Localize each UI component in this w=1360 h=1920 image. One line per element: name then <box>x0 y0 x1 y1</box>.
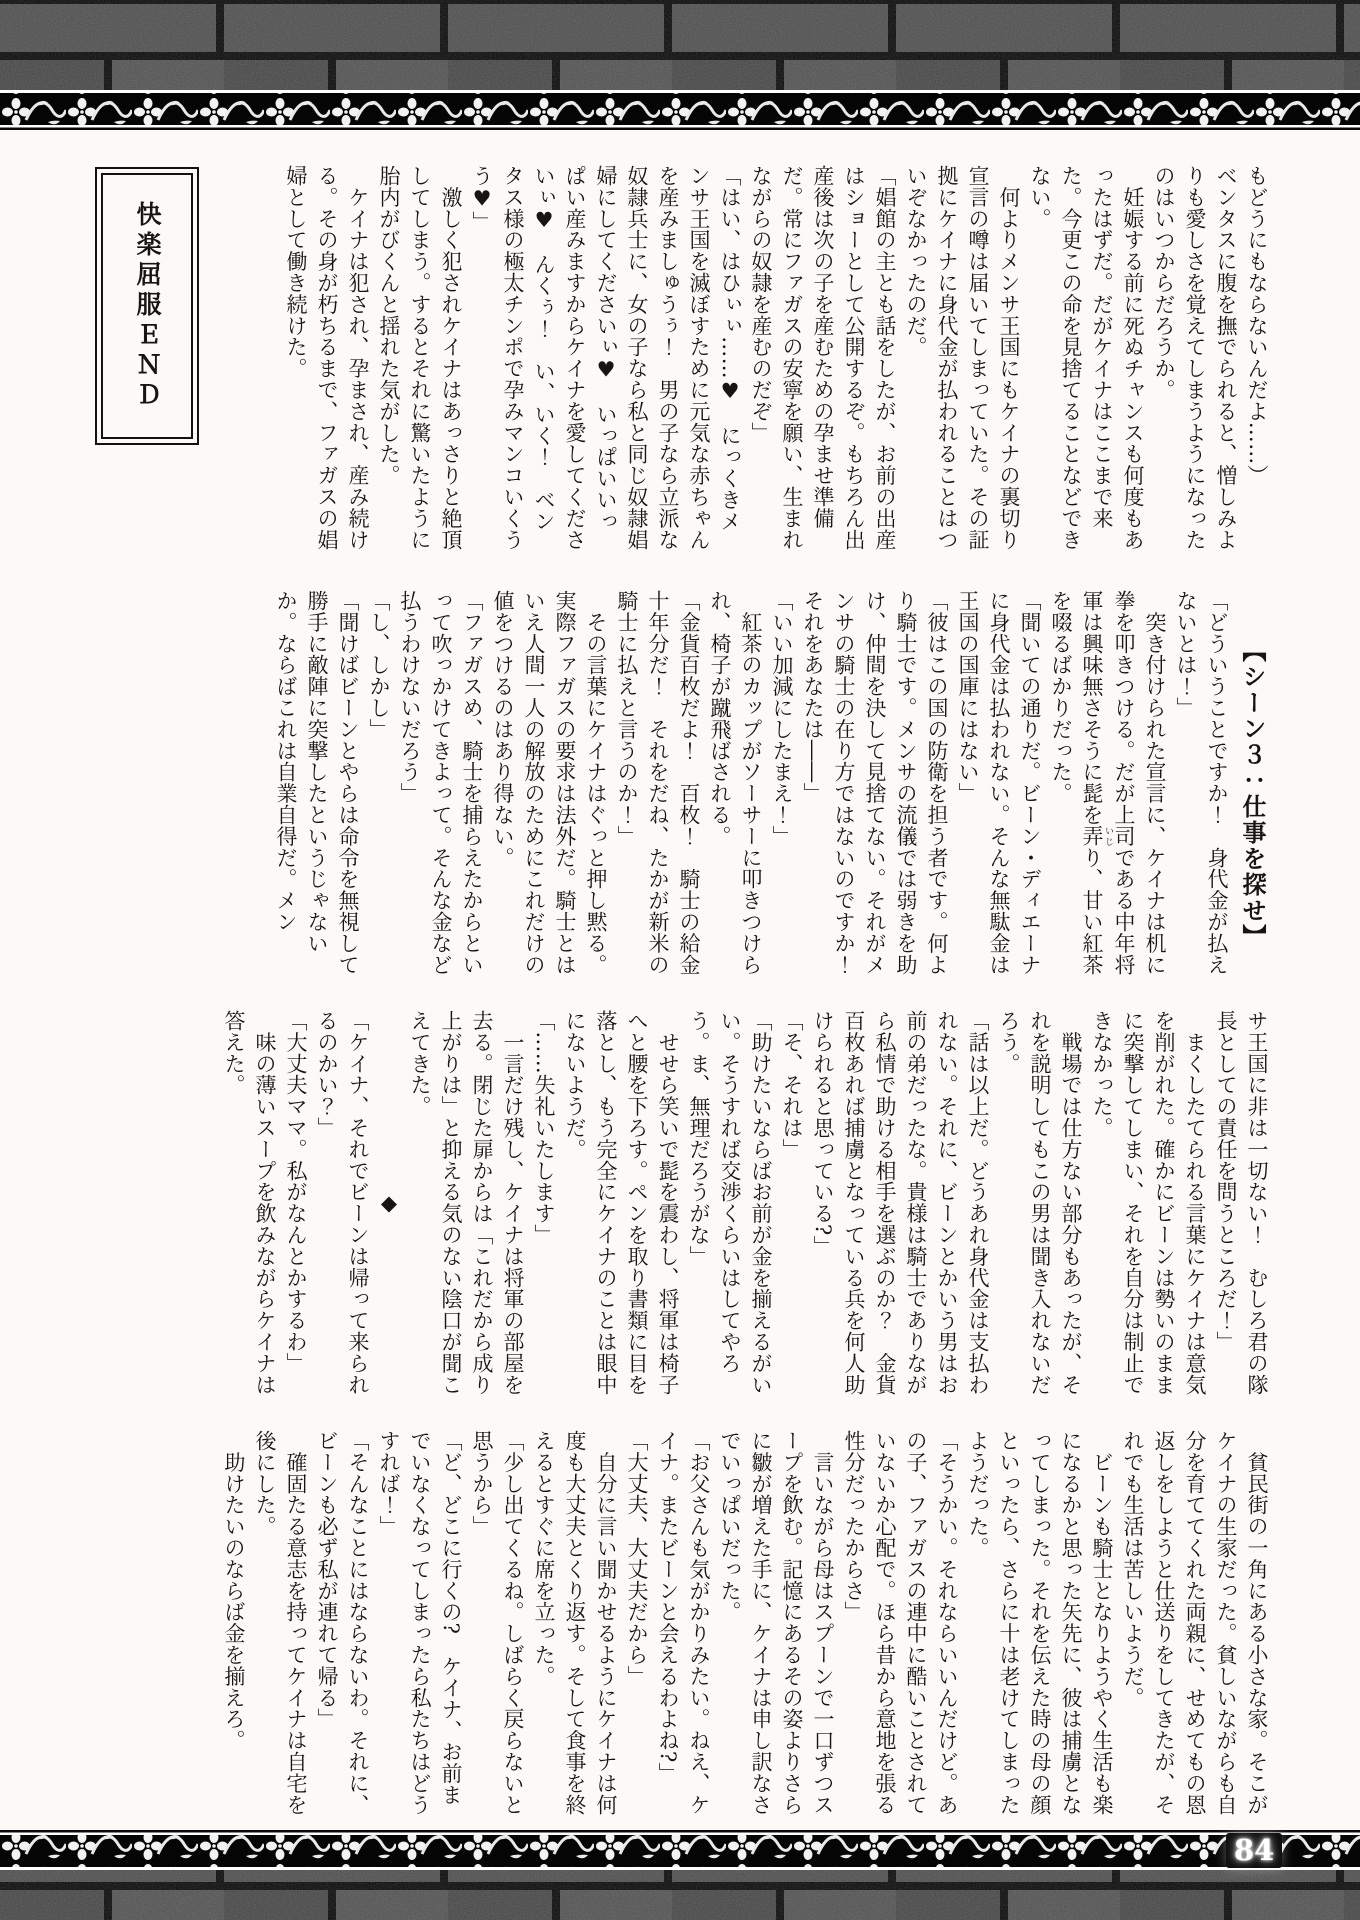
paragraph: 「お父さんも気がかりみたい。ねえ、ケイナ。またビーンと会えるわよね?」 <box>656 1430 711 1816</box>
paragraph: 一言だけ残し、ケイナは将軍の部屋を去る。閉じた扉からは「これだから成り上がりは」と抑える気のない陰口が聞こえてきた。 <box>408 1010 525 1396</box>
paragraph: 「娼館の主とも話をしたが、お前の出産はショーとして公開するぞ。もちろん出産後は次の子を産むための孕ませ準備だ。常にファガスの安寧を願い、生まれながらの奴隷を産むのだぞ」 <box>749 165 897 551</box>
paragraph: 「ケイナ、それでビーンは帰って来られるのかい？」 <box>315 1010 370 1396</box>
page-number <box>1226 1833 1282 1868</box>
paragraph: 「どういうことですか！ 身代金が払えないとは！」 <box>1174 590 1229 976</box>
paragraph: ビーンも騎士となりようやく生活も楽になるかと思った矢先に、彼は捕虜となってしまった。それを伝えた時の母の顔といったら、さらに十は老けてしまったようだった。 <box>966 1430 1114 1816</box>
paragraph: 「彼はこの国の防衛を担う者です。何より騎士です。メンサの流儀では弱きを助け、仲間を決して見捨てない。それがメンサの騎士の在り方ではないのですか！ それをあなたは――」 <box>801 590 949 997</box>
end-title-box <box>95 167 199 445</box>
paragraph: 戦場では仕方ない部分もあったが、それを説明してもこの男は聞き入れないだろう。 <box>997 1010 1083 1396</box>
paragraph: 「聞いての通りだ。ビーン・ディエーナに身代金は払われない。そんな無駄金は王国の国庫にはない」 <box>956 590 1042 976</box>
paragraph: 貧民街の一角にある小さな家。そこがケイナの生家だった。貧しいながらも自分を育ててくれた両親に、せめてもの恩返しをしようと仕送りをしてきたが、それでも生活は苦しいようだ。 <box>1121 1430 1269 1816</box>
end-title-inner-frame <box>101 173 193 439</box>
paragraph: 「ファガスめ、騎士を捕らえたからといって吹っかけてきよって。そんな金など払うわけないだろう」 <box>398 590 484 976</box>
paragraph: 「聞けばビーンとやらは命令を無視して勝手に敵陣に突撃したというじゃないか。ならばこれは自業自得だ。メン <box>274 590 360 976</box>
paragraph: ケイナは犯され、孕まされ、産み続ける。その身が朽ちるまで、ファガスの娼婦として働き続けた。 <box>284 165 370 551</box>
paragraph: サ王国に非は一切ない！ むしろ君の隊長としての責任を問うところだ！」 <box>1214 1010 1269 1396</box>
paragraph: 言いながら母はスプーンで一口ずつスープを飲む。記憶にあるその姿よりさらに皺が増えた手に、ケイナは申し訳なさでいっぱいだった。 <box>718 1430 835 1816</box>
paragraph: 激しく犯されケイナはあっさりと絶頂してしまう。するとそれに驚いたように胎内がびくんと揺れた気がした。 <box>377 165 463 551</box>
paragraph: 「ど、どこに行くの? ケイナ、お前までいなくなってしまったら私たちはどうすれば！」 <box>377 1430 463 1816</box>
paragraph: 確固たる意志を持ってケイナは自宅を後にした。 <box>253 1430 308 1816</box>
paragraph: 助けたいのならば金を揃えろ。 <box>222 1430 246 1751</box>
paragraph: 「そうかい。それならいいんだけど。あの子、ファガスの連中に酷いことされていないか心配で。ほら昔から意地を張る性分だったからさ」 <box>842 1430 959 1816</box>
paragraph: 「助けたいならばお前が金を揃えるがいい。そうすれば交渉くらいはしてやろう。ま、無理だろうがな」 <box>687 1010 773 1396</box>
paragraph: 自分に言い聞かせるようにケイナは何度も大丈夫とくり返す。そして食事を終えるとすぐに席を立った。 <box>532 1430 618 1816</box>
text-band-2 <box>95 590 1272 997</box>
paragraph: 「そ、それは」 <box>780 1010 804 1160</box>
paragraph: 「……失礼いたします」 <box>532 1010 556 1246</box>
paragraph: まくしたてられる言葉にケイナは意気を削がれた。確かにビーンは勢いのままに突撃してしまい、それを自分は制止できなかった。 <box>1090 1010 1207 1396</box>
paragraph: 「はい、はひぃぃ……♥ にっくきメンサ王国を滅ぼすために元気な赤ちゃんを産みましゅうぅ！ 男の子なら立派な奴隷兵士に、女の子なら私と同じ奴隷娼婦にしてくださいぃ♥ いっぱいいっぱい産みますからケイナを愛してくださいぃ♥ んくぅ！ い、いく！ ベンタス様の極太チンポで孕みマンコいくうう♥」 <box>470 165 742 551</box>
text-band-4 <box>95 1430 1272 1816</box>
paragraph: もどうにもならないんだよ……） <box>1245 165 1269 486</box>
paragraph: 何よりメンサ王国にもケイナの裏切り宣言の噂は届いてしまっていた。その証拠にケイナに身代金が払われることはついぞなかったのだ。 <box>904 165 1021 551</box>
paragraph: 「少し出てくるね。しばらく戻らないと思うから」 <box>470 1430 525 1816</box>
text-band-3 <box>95 1010 1272 1396</box>
paragraph: 「話は以上だ。どうあれ身代金は支払われない。それに、ビーンとかいう男はお前の弟だったな。貴様は騎士でありながら私情で助ける相手を選ぶのか？ 金貨百枚あれば捕虜となっている兵を何人助けられると思っている?」 <box>811 1010 990 1396</box>
paragraph: 「し、しかし」 <box>367 590 391 740</box>
scene-heading: 【シーン３：仕事を探せ】 <box>1238 638 1267 950</box>
furigana-ruby: 弄 いじ <box>1080 825 1113 847</box>
paragraph: せせら笑いで髭を震わし、将軍は椅子へと腰を下ろす。ペンを取り書類に目を落とし、もう完全にケイナのことは眼中にないようだ。 <box>563 1010 680 1396</box>
section-separator-icon: ◆ <box>377 1190 401 1216</box>
end-title-label: 快楽屈服ＥＮＤ <box>133 201 162 411</box>
decorative-border-top <box>0 0 1360 130</box>
paragraph: 紅茶のカップがソーサーに叩きつけられ、椅子が蹴飛ばされる。 <box>708 590 763 976</box>
page-number-value: 84 <box>1234 1833 1275 1867</box>
paragraph: 味の薄いスープを飲みながらケイナは答えた。 <box>222 1010 277 1396</box>
paragraph: 「金貨百枚だよ！ 百枚！ 騎士の給金十年分だ！ それをだね、たかが新米の騎士に払えと言うのか！」 <box>615 590 701 976</box>
paragraph: 「いい加減にしたまえ！」 <box>770 590 794 847</box>
paragraph: 「大丈夫、大丈夫だから」 <box>625 1430 649 1687</box>
paragraph: 突き付けられた宣言に、ケイナは机に拳を叩きつける。だが上司である中年将軍は興味無さそうに髭を弄 いじり、甘い紅茶を啜るばかりだった。 <box>1049 590 1167 976</box>
paragraph: 「大丈夫ママ。私がなんとかするわ」 <box>284 1010 308 1374</box>
paragraph: ベンタスに腹を撫でられると、憎しみよりも愛しさを覚えてしまうようになったのはいつからだろうか。 <box>1152 165 1238 551</box>
paragraph: 妊娠する前に死ぬチャンスも何度もあったはずだ。だがケイナはここまで来た。今更この命を見捨てることなどできない。 <box>1028 165 1145 551</box>
decorative-border-bottom <box>0 1830 1360 1920</box>
paragraph: 「そんなことにはならないわ。それに、ビーンも必ず私が連れて帰る」 <box>315 1430 370 1816</box>
text-band-1 <box>95 165 1272 551</box>
paragraph: その言葉にケイナはぐっと押し黙る。実際ファガスの要求は法外だ。騎士とはいえ人間一人の解放のためにこれだけの値をつけるのはあり得ない。 <box>491 590 608 976</box>
